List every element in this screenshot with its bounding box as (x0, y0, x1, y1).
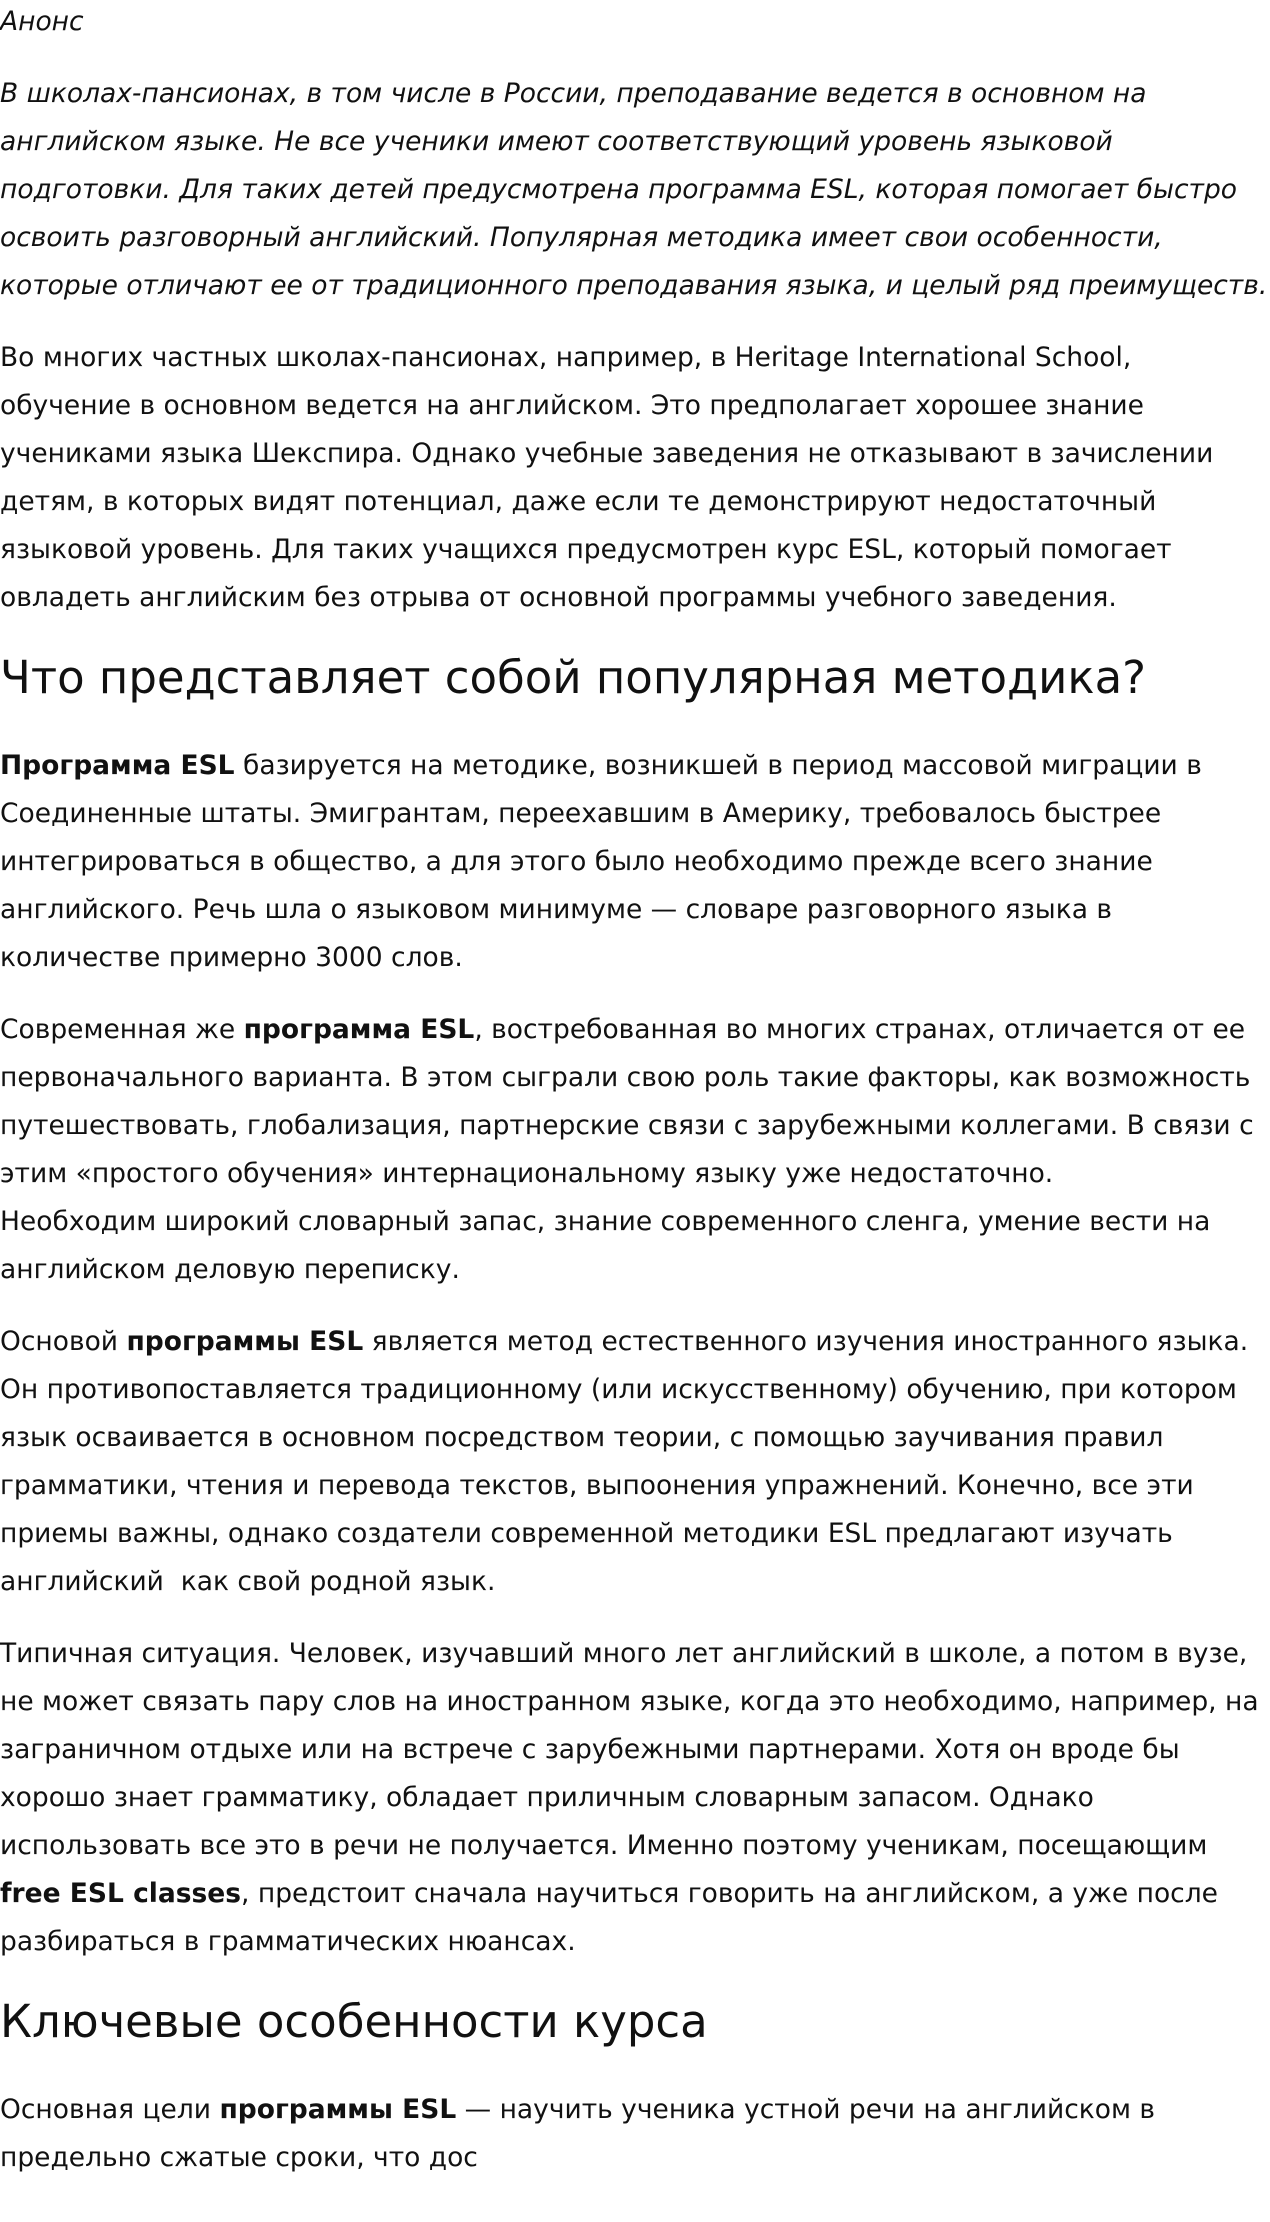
paragraph-origin (0, 742, 1270, 982)
lead-paragraph: В школах-пансионах, в том числе в России, преподавание ведется в основном на английском языке. Не все ученики имеют соответствующий уровень языковой подготовки. Для таких детей предусмотрена программа ESL, которая помогает быстро освоить разговорный английский. Популярная методика имеет свои особенности, которые отличают ее от традиционного преподавания языка, и целый ряд преимуществ. (0, 78, 1268, 301)
paragraph-text: Основная цели (0, 2094, 220, 2125)
section-heading-features: Ключевые особенности курса (0, 1995, 708, 2048)
paragraph-goals (0, 2086, 1270, 2182)
paragraph-text: — научить ученика устной речи на английском в предельно сжатые сроки, что дос (0, 2094, 1164, 2173)
paragraph-text: , предстоит сначала научиться говорить на английском, а уже после разбираться в грамматических нюансах. (0, 1878, 1235, 1957)
paragraph-text: , востребованная во многих странах, отличается от ее первоначального варианта. В этом сыграли свою роль такие факторы, как возможность путешествовать, глобализация, партнерские связи с зарубежными коллегами. В связи с этим «простого обучения» интернациональному языку уже недостаточно. (0, 1014, 1263, 1189)
paragraph-intro: Во многих частных школах-пансионах, например, в Heritage International School, обучение в основном ведется на английском. Это предполагает хорошее знание учениками языка Шекспира. Однако учебные заведения не отказывают в зачислении детям, в которых видят потенциал, даже если те демонстрируют недостаточный языковой уровень. Для таких учащихся предусмотрен курс ESL, который помогает овладеть английским без отрыва от основной программы учебного заведения. (0, 342, 1222, 613)
bold-term: Программа ESL (0, 750, 235, 781)
bold-term: free ESL classes (0, 1878, 242, 1909)
section-heading-method: Что представляет собой популярная методика? (0, 651, 1147, 704)
paragraph-text: Современная же (0, 1014, 244, 1045)
paragraph-typical-situation (0, 1630, 1270, 1966)
paragraph-text: базируется на методике, возникшей в период массовой миграции в Соединенные штаты. Эмигрантам, переехавшим в Америку, требовалось быстрее интегрироваться в общество, а для этого было необходимо прежде всего знание английского. Речь шла о языковом минимуме — словаре разговорного языка в количестве примерно 3000 слов. (0, 750, 1211, 973)
lead-label: Анонс (0, 6, 84, 37)
paragraph-text: Необходим широкий словарный запас, знание современного сленга, умение вести на английском деловую переписку. (0, 1206, 1219, 1285)
bold-term: программа ESL (243, 1014, 475, 1045)
paragraph-text: Основой (0, 1326, 127, 1357)
paragraph-text: Типичная ситуация. Человек, изучавший много лет английский в школе, а потом в вузе, не может связать пару слов на иностранном языке, когда это необходимо, например, на заграничном отдыхе или на встрече с зарубежными партнерами. Хотя он вроде бы хорошо знает грамматику, обладает приличным словарным запасом. Однако использовать все это в речи не получается. Именно поэтому ученикам, посещающим (0, 1638, 1268, 1861)
bold-term: программы ESL (219, 2094, 457, 2125)
paragraph-natural-method (0, 1318, 1270, 1606)
paragraph-modern (0, 1006, 1270, 1294)
bold-term: программы ESL (126, 1326, 364, 1357)
paragraph-text: является метод естественного изучения иностранного языка. Он противопоставляется традиционному (или искусственному) обучению, при котором язык осваивается в основном посредством теории, с помощью заучивания правил грамматики, чтения и перевода текстов, выпоонения упражнений. Конечно, все эти приемы важны, однако создатели современной методики ESL предлагают изучать английский как свой родной язык. (0, 1326, 1257, 1597)
